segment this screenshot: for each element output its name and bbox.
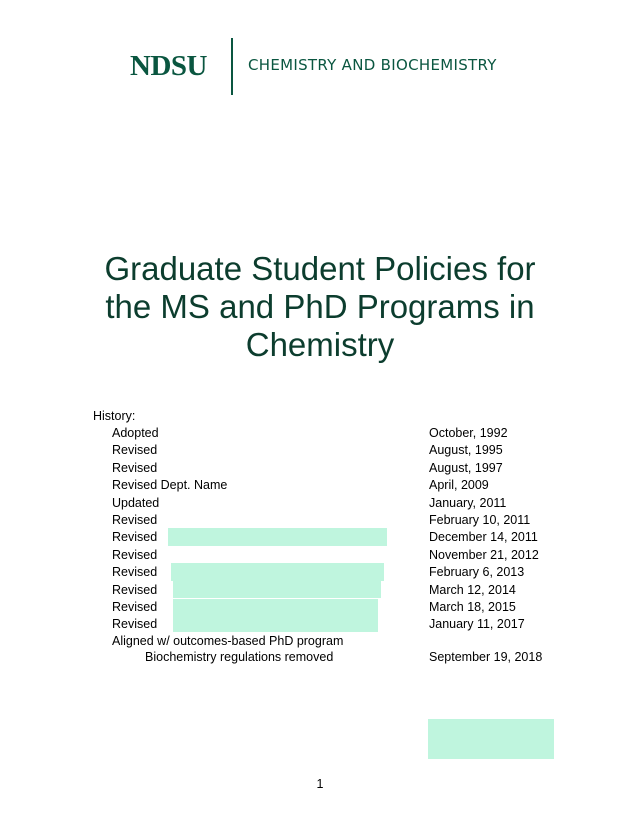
history-date: January, 2011 [429,495,507,510]
history-list [0,425,640,634]
history-date: January 11, 2017 [429,617,525,632]
history-action: Revised [112,530,158,545]
history-date: February 10, 2011 [429,512,531,527]
page-number: 1 [316,777,324,791]
note-line-1: Aligned w/ outcomes-based PhD program [112,634,344,648]
history-row [0,582,640,599]
history-action: Revised [112,460,158,475]
logo-divider [231,38,233,95]
title-line-2: the MS and PhD Programs in [105,288,535,325]
department-name: CHEMISTRY AND BIOCHEMISTRY [248,56,497,74]
ndsu-logo: NDSU [130,50,207,82]
history-date: February 6, 2013 [429,565,525,580]
page-title [80,250,560,364]
history-action: Adopted [112,426,159,440]
history-row [0,547,640,564]
history-date: March 12, 2014 [429,582,516,597]
history-action: Revised [112,443,158,458]
history-row [0,425,640,442]
title-line-1: Graduate Student Policies for [104,250,536,287]
history-label: History: [93,409,136,423]
history-row [0,442,640,459]
history-date: August, 1995 [429,443,503,458]
history-date: August, 1997 [429,460,503,475]
note-line-2: Biochemistry regulations removed [145,650,334,664]
history-date: December 14, 2011 [429,530,538,545]
history-action: Revised Dept. Name [112,478,228,493]
title-line-3: Chemistry [245,326,395,363]
history-row [0,512,640,529]
history-date: October, 1992 [429,426,508,440]
history-date: November 21, 2012 [429,547,539,562]
history-row [0,477,640,494]
history-row [0,599,640,616]
history-action: Revised [112,547,158,562]
history-date: March 18, 2015 [429,599,516,614]
history-action: Revised [112,599,158,614]
history-action: Revised [112,617,158,632]
history-action: Revised [112,565,158,580]
note-date: September 19, 2018 [429,650,543,664]
history-action: Revised [112,512,158,527]
history-row [0,616,640,633]
history-action: Revised [112,582,158,597]
history-date: April, 2009 [429,478,489,493]
history-row [0,529,640,546]
redaction-highlight [428,719,554,759]
history-action: Updated [112,495,160,510]
history-row [0,495,640,512]
history-row [0,564,640,581]
history-row [0,460,640,477]
